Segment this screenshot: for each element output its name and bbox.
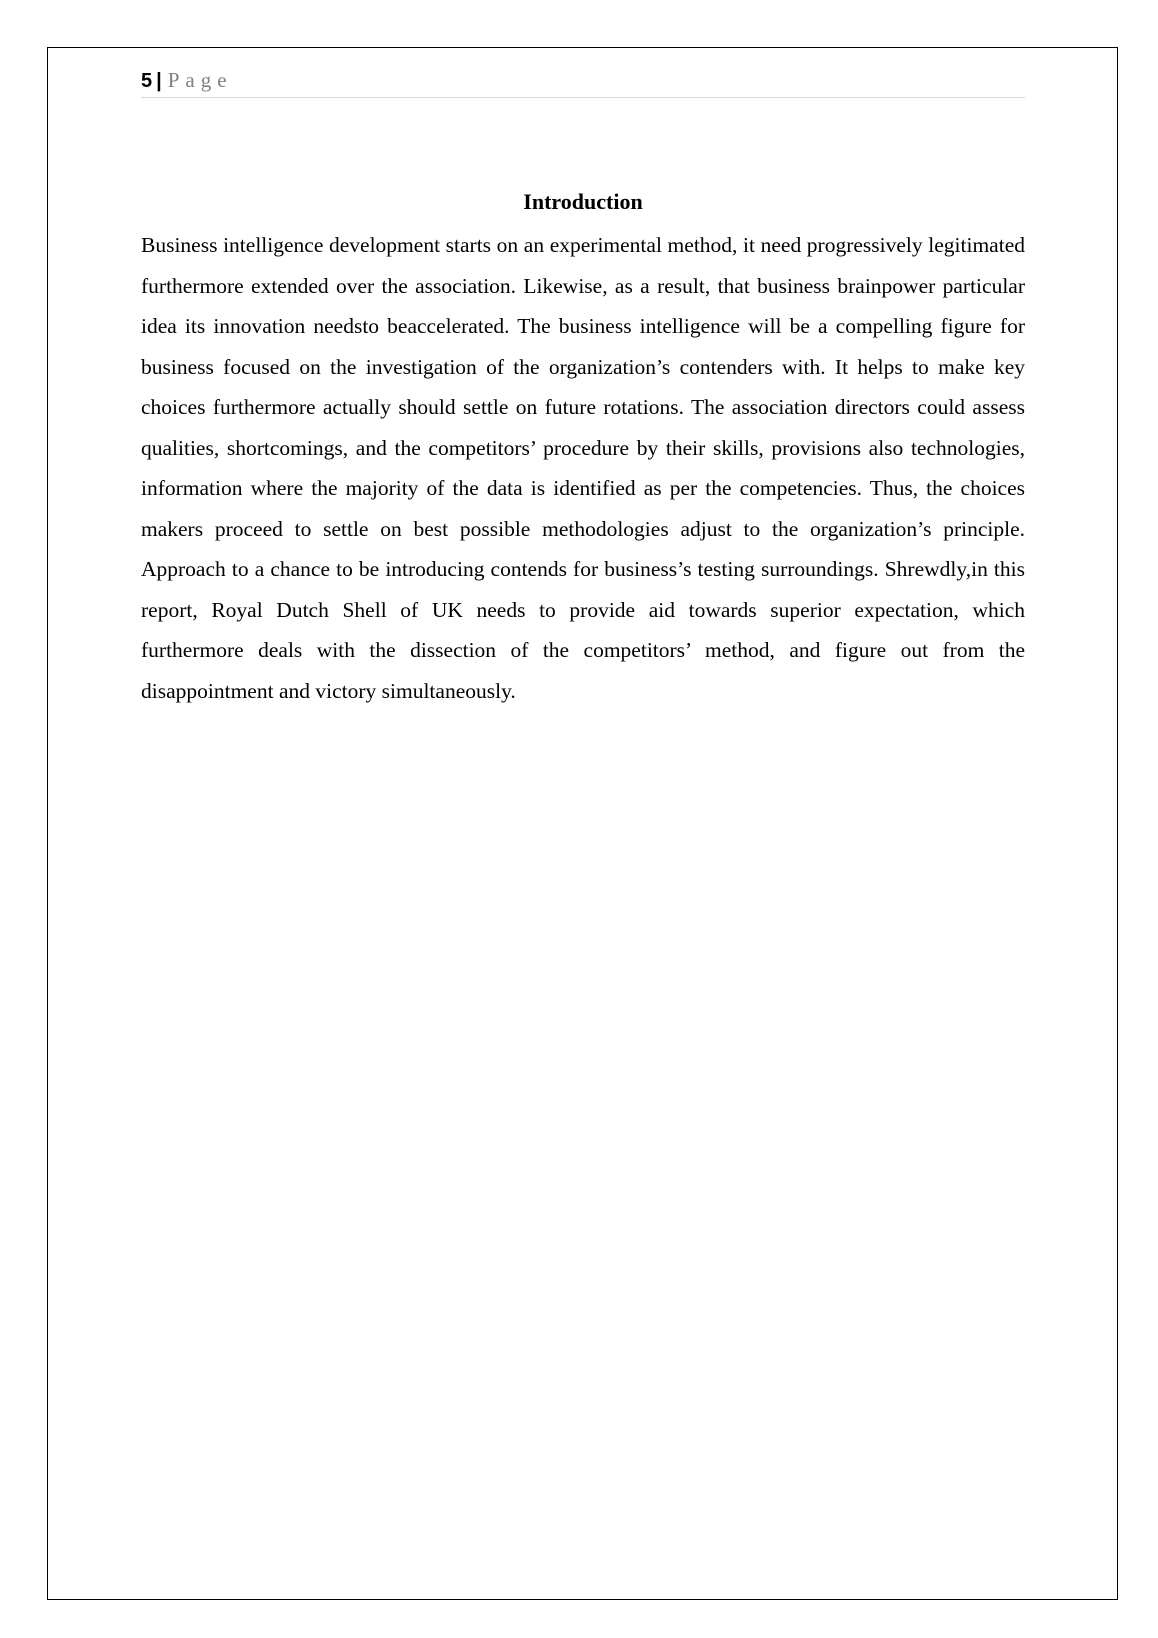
section-heading: Introduction: [523, 189, 643, 214]
page-header: [141, 68, 1025, 98]
header-separator: |: [156, 70, 162, 92]
page-label: Page: [167, 68, 233, 92]
page-number: 5: [141, 70, 153, 92]
body-paragraph: Business intelligence development starts on an experimental method, it need progressively legitimated furthermore extended over the association. Likewise, as a result, that business brainpower particular idea its innovation needsto beaccelerated. The business intelligence will be a compelling figure for business focused on the investigation of the organization’s contenders with. It helps to make key choices furthermore actually should settle on future rotations. The association directors could assess qualities, shortcomings, and the competitors’ procedure by their skills, provisions also technologies, information where the majority of the data is identified as per the competencies. Thus, the choices makers proceed to settle on best possible methodologies adjust to the organization’s principle. Approach to a chance to be introducing contends for business’s testing surroundings. Shrewdly,in this report, Royal Dutch Shell of UK needs to provide aid towards superior expectation, which furthermore deals with the dissection of the competitors’ method, and figure out from the disappointment and victory simultaneously.: [141, 233, 1025, 703]
